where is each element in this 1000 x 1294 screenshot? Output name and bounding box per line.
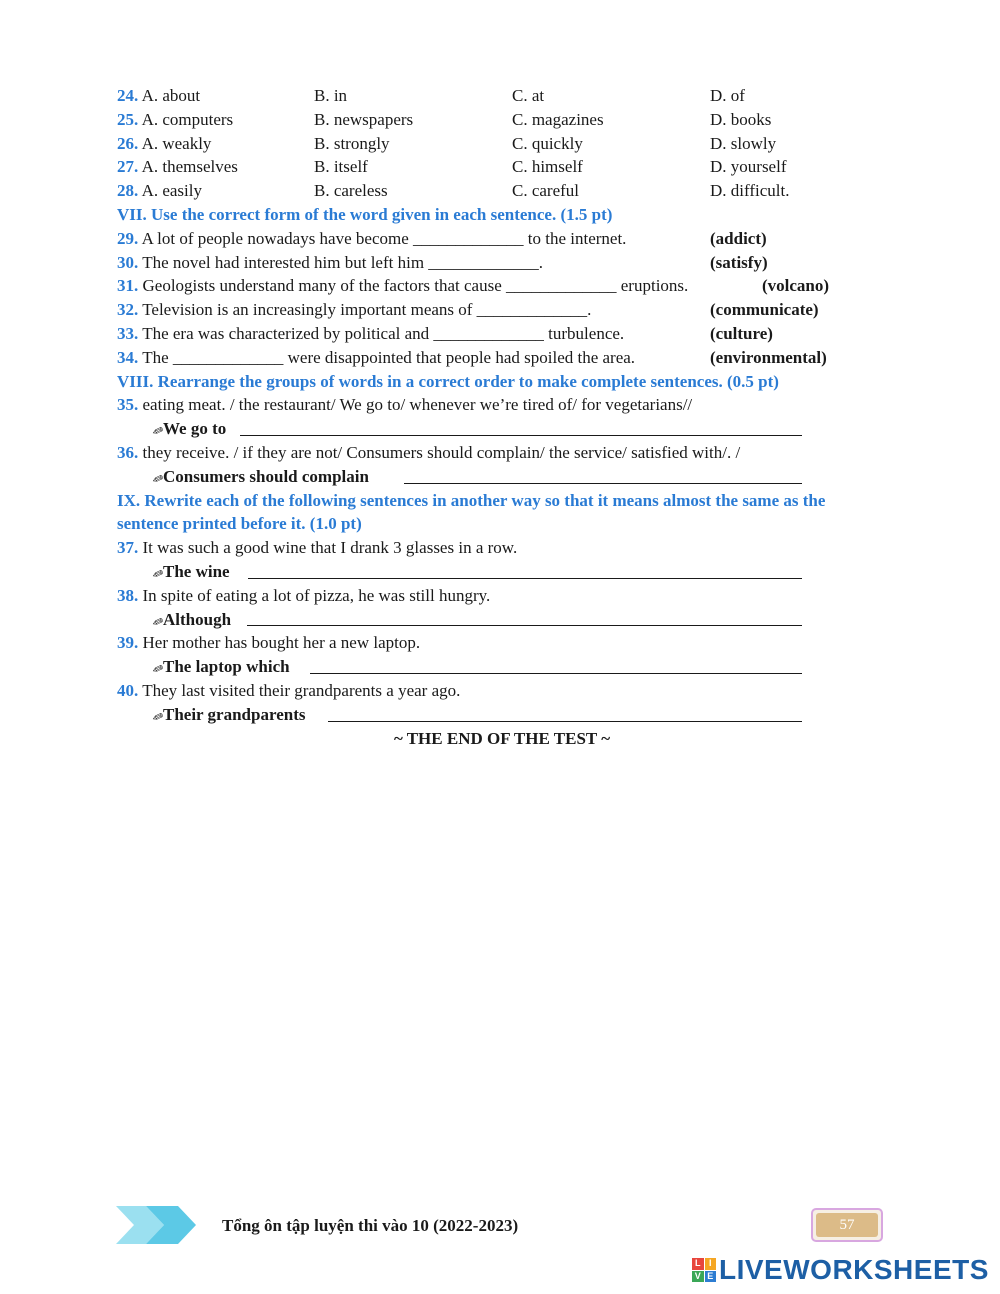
option-a: A. weakly <box>141 133 212 153</box>
rewrite-item <box>117 631 887 655</box>
question-number: 29. <box>117 228 139 248</box>
option-c: C. magazines <box>512 109 604 129</box>
question-number: 35. <box>117 395 139 415</box>
blank-line[interactable] <box>328 721 802 722</box>
question-number: 40. <box>117 680 139 700</box>
watermark-text: LIVEWORKSHEETS <box>719 1254 989 1285</box>
question-number: 34. <box>117 347 139 367</box>
rearrange-item <box>117 441 887 465</box>
pen-icon: ✎ <box>149 423 166 442</box>
word-hint: (environmental) <box>710 347 827 367</box>
mcq-row <box>117 132 887 156</box>
option-c: C. at <box>512 86 545 105</box>
word-hint: (volcano) <box>762 276 830 296</box>
option-a: A. themselves <box>141 157 238 177</box>
mcq-row <box>117 108 887 132</box>
rewrite-list <box>117 536 887 726</box>
option-d: D. of <box>710 86 745 105</box>
page-number-badge <box>811 1208 883 1242</box>
answer-lead: Consumers should complain <box>163 466 369 486</box>
question-text: The era was characterized by political and _____________ turbulence. <box>142 323 625 343</box>
option-a: A. easily <box>141 181 202 201</box>
answer-lead: Although <box>163 609 232 629</box>
word-form-list <box>117 227 887 370</box>
rewrite-item <box>117 679 887 703</box>
question-number: 37. <box>117 538 139 558</box>
section-title: IX. Rewrite each of the following sentences in another way so that it means almost the same as the sentence printed before it. (1.0 pt) <box>117 490 826 534</box>
option-b: B. strongly <box>314 133 390 153</box>
liveworksheets-logo-icon: L I V E <box>692 1258 716 1282</box>
mcq-list <box>117 84 887 203</box>
option-c: C. careful <box>512 181 580 201</box>
answer-line[interactable] <box>117 560 887 584</box>
word-hint: (culture) <box>710 323 773 343</box>
question-number: 39. <box>117 633 139 653</box>
section-title: VIII. Rearrange the groups of words in a correct order to make complete sentences. (0.5 pt) <box>117 371 779 391</box>
answer-line[interactable] <box>117 703 887 727</box>
word-form-item <box>117 298 887 322</box>
rewrite-item <box>117 536 887 560</box>
question-number: 38. <box>117 585 139 605</box>
rearrange-item <box>117 393 887 417</box>
worksheet-content <box>117 84 887 750</box>
answer-line[interactable] <box>117 608 887 632</box>
word-hint: (communicate) <box>710 300 819 320</box>
question-text: In spite of eating a lot of pizza, he was still hungry. <box>142 585 491 605</box>
question-number: 26. <box>117 133 139 153</box>
blank-line[interactable] <box>404 483 802 484</box>
word-hint: (satisfy) <box>710 252 768 272</box>
word-form-item <box>117 274 887 298</box>
rearrange-list <box>117 393 887 488</box>
mcq-row <box>117 84 887 108</box>
question-number: 28. <box>117 181 139 201</box>
option-d: D. difficult. <box>710 181 790 201</box>
pen-icon: ✎ <box>149 708 166 727</box>
option-a: A. about <box>141 86 201 105</box>
answer-lead: We go to <box>163 419 227 439</box>
word-form-item <box>117 251 887 275</box>
question-text: they receive. / if they are not/ Consumers should complain/ the service/ satisfied with/. / <box>142 442 741 462</box>
answer-lead: Their grandparents <box>163 704 306 724</box>
option-d: D. books <box>710 109 772 129</box>
question-text: Geologists understand many of the factors that cause _____________ eruptions. <box>142 276 689 296</box>
question-text: eating meat. / the restaurant/ We go to/ whenever we’re tired of/ for vegetarians// <box>142 395 693 415</box>
pen-icon: ✎ <box>149 661 166 680</box>
blank-line[interactable] <box>240 435 802 436</box>
word-form-item <box>117 227 887 251</box>
answer-line[interactable] <box>117 655 887 679</box>
word-hint: (addict) <box>710 228 767 248</box>
question-number: 24. <box>117 86 139 105</box>
question-number: 31. <box>117 276 139 296</box>
question-number: 25. <box>117 109 139 129</box>
blank-line[interactable] <box>248 578 802 579</box>
option-b: B. in <box>314 86 348 105</box>
blank-line[interactable] <box>247 625 802 626</box>
mcq-row <box>117 155 887 179</box>
question-number: 36. <box>117 442 139 462</box>
option-d: D. yourself <box>710 157 787 177</box>
word-form-item <box>117 322 887 346</box>
chevron-arrows-icon <box>116 1206 206 1244</box>
option-a: A. computers <box>141 109 234 129</box>
option-c: C. himself <box>512 157 583 177</box>
answer-lead: The laptop which <box>163 657 290 677</box>
footer-title: Tổng ôn tập luyện thi vào 10 (2022-2023) <box>222 1216 519 1235</box>
question-number: 27. <box>117 157 139 177</box>
mcq-row <box>117 179 887 203</box>
pen-icon: ✎ <box>149 470 166 489</box>
page-number: 57 <box>816 1213 878 1237</box>
pen-icon: ✎ <box>149 613 166 632</box>
rewrite-item <box>117 584 887 608</box>
liveworksheets-watermark <box>692 1252 989 1288</box>
answer-lead: The wine <box>163 561 230 581</box>
section-title: VII. Use the correct form of the word given in each sentence. (1.5 pt) <box>117 204 613 224</box>
question-text: The _____________ were disappointed that people had spoiled the area. <box>142 347 636 367</box>
question-text: The novel had interested him but left him _____________. <box>142 252 544 272</box>
question-text: A lot of people nowadays have become _____________ to the internet. <box>141 228 627 248</box>
question-text: They last visited their grandparents a year ago. <box>142 680 461 700</box>
option-c: C. quickly <box>512 133 583 153</box>
answer-line[interactable] <box>117 417 887 441</box>
question-text: It was such a good wine that I drank 3 glasses in a row. <box>142 538 518 558</box>
option-b: B. careless <box>314 181 388 201</box>
question-number: 30. <box>117 252 139 272</box>
option-d: D. slowly <box>710 133 777 153</box>
word-form-item <box>117 346 887 370</box>
option-b: B. itself <box>314 157 368 177</box>
question-number: 33. <box>117 323 139 343</box>
pen-icon: ✎ <box>149 566 166 584</box>
question-text: Her mother has bought her a new laptop. <box>142 633 421 653</box>
question-text: Television is an increasingly important means of _____________. <box>142 300 592 320</box>
end-of-test: ~ THE END OF THE TEST ~ <box>393 728 611 748</box>
answer-line[interactable] <box>117 465 887 489</box>
option-b: B. newspapers <box>314 109 414 129</box>
question-number: 32. <box>117 300 139 320</box>
blank-line[interactable] <box>310 673 802 674</box>
